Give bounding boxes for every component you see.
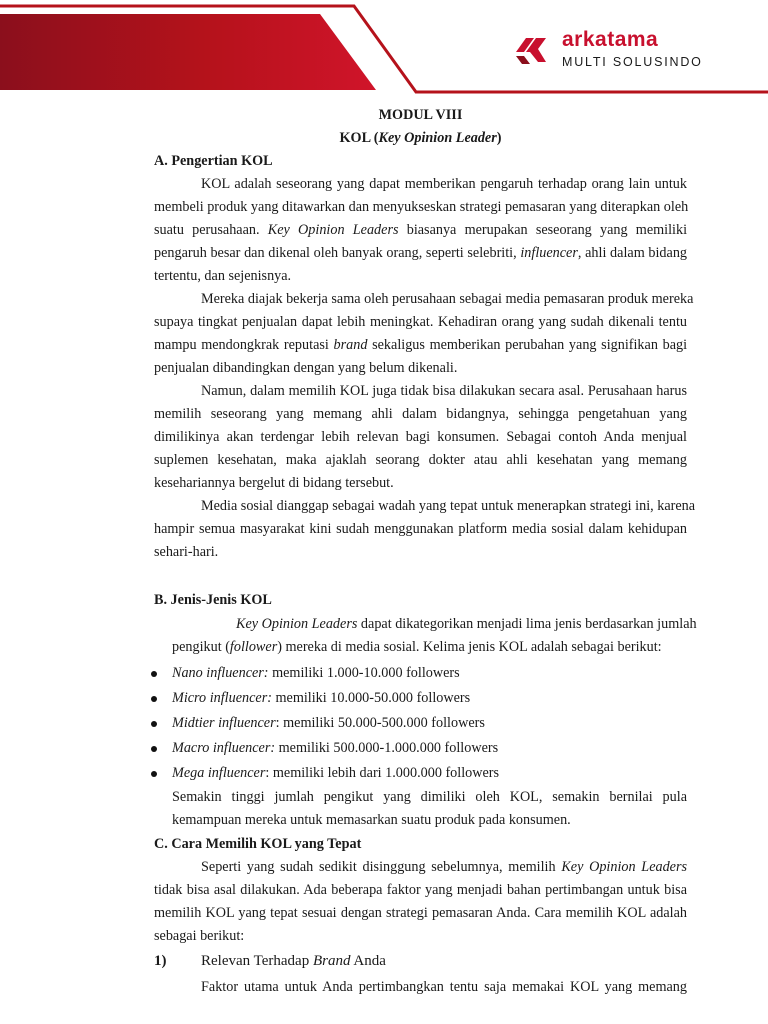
- logo-wordmark: arkatama: [562, 28, 659, 51]
- paragraph: Seperti yang sudah sedikit disinggung sebelumnya, memilih Key Opinion Leaders tidak bisa asal dilakukan. Ada beberapa faktor yang menjadi bahan pertimbangan untuk bisa memilih KOL yang tepat sesuai dengan strategi pemasaran Anda. Cara memilih KOL adalah sebagai berikut:: [154, 859, 688, 944]
- paragraph: Key Opinion Leaders dapat dikategorikan menjadi lima jenis berdasarkan jumlah pengikut (follower) mereka di media sosial. Kelima jenis KOL adalah sebagai berikut:: [172, 616, 697, 655]
- logo-subtitle: MULTI SOLUSINDO: [562, 55, 703, 69]
- bullet-icon: [151, 771, 157, 777]
- list-item: Nano influencer: memiliki 1.000-10.000 followers: [154, 661, 687, 686]
- paragraph: Media sosial dianggap sebagai wadah yang tepat untuk menerapkan strategi ini, karena hampir semua masyarakat kini sudah menggunakan platform media sosial dalam kehidupan sehari-hari.: [154, 498, 696, 560]
- module-subtitle: KOL (Key Opinion Leader): [339, 130, 502, 146]
- numbered-heading: 1) Relevan Terhadap Brand Anda: [154, 953, 386, 969]
- logo-mark-icon: [512, 30, 552, 70]
- paragraph: Faktor utama untuk Anda pertimbangkan tentu saja memakai KOL yang memang: [201, 979, 687, 995]
- list-item: Mega influencer: memiliki lebih dari 1.000.000 followers: [154, 761, 687, 786]
- paragraph: Mereka diajak bekerja sama oleh perusahaan sebagai media pemasaran produk mereka supaya tingkat penjualan dapat lebih meningkat. Kehadiran orang yang sudah dikenali tentu mampu mendongkrak reputasi brand sekaligus memberikan perubahan yang signifikan bagi penjualan dibandingkan dengan yang belum dikenali.: [154, 291, 694, 376]
- header-red-band: [0, 14, 376, 90]
- section-b-heading: B. Jenis-Jenis KOL: [154, 592, 272, 608]
- module-title: MODUL VIII: [378, 107, 463, 123]
- bullet-icon: [151, 696, 157, 702]
- paragraph: KOL adalah seseorang yang dapat memberikan pengaruh terhadap orang lain untuk membeli produk yang ditawarkan dan menyukseskan strategi pemasaran yang diterapkan oleh suatu perusahaan. Key Opinion Leaders biasanya merupakan seseorang yang memiliki pengaruh besar dan dikenal oleh banyak orang, seperti selebriti, influencer, ahli dalam bidang tertentu, dan sejenisnya.: [154, 176, 689, 284]
- kol-type-list: [154, 661, 687, 786]
- paragraph: Semakin tinggi jumlah pengikut yang dimiliki oleh KOL, semakin bernilai pula kemampuan mereka untuk memasarkan suatu produk pada konsumen.: [172, 789, 687, 828]
- bullet-icon: [151, 721, 157, 727]
- paragraph: Namun, dalam memilih KOL juga tidak bisa dilakukan secara asal. Perusahaan harus memilih seseorang yang memang ahli dalam bidangnya, sehingga pengetahuan yang dimilikinya akan terdengar lebih relevan bagi konsumen. Sebagai contoh Anda menjual suplemen kesehatan, maka ajaklah seorang dokter atau ahli kesehatan yang memang kesehariannya bergelut di bidang tersebut.: [154, 383, 687, 491]
- document-header: [0, 0, 768, 100]
- list-item: Midtier influencer: memiliki 50.000-500.000 followers: [154, 711, 687, 736]
- bullet-icon: [151, 671, 157, 677]
- document-body: [154, 104, 697, 999]
- section-a-heading: A. Pengertian KOL: [154, 153, 273, 169]
- bullet-icon: [151, 746, 157, 752]
- list-item: Macro influencer: memiliki 500.000-1.000.000 followers: [154, 736, 687, 761]
- section-c-heading: C. Cara Memilih KOL yang Tepat: [154, 836, 362, 852]
- list-item: Micro influencer: memiliki 10.000-50.000 followers: [154, 686, 687, 711]
